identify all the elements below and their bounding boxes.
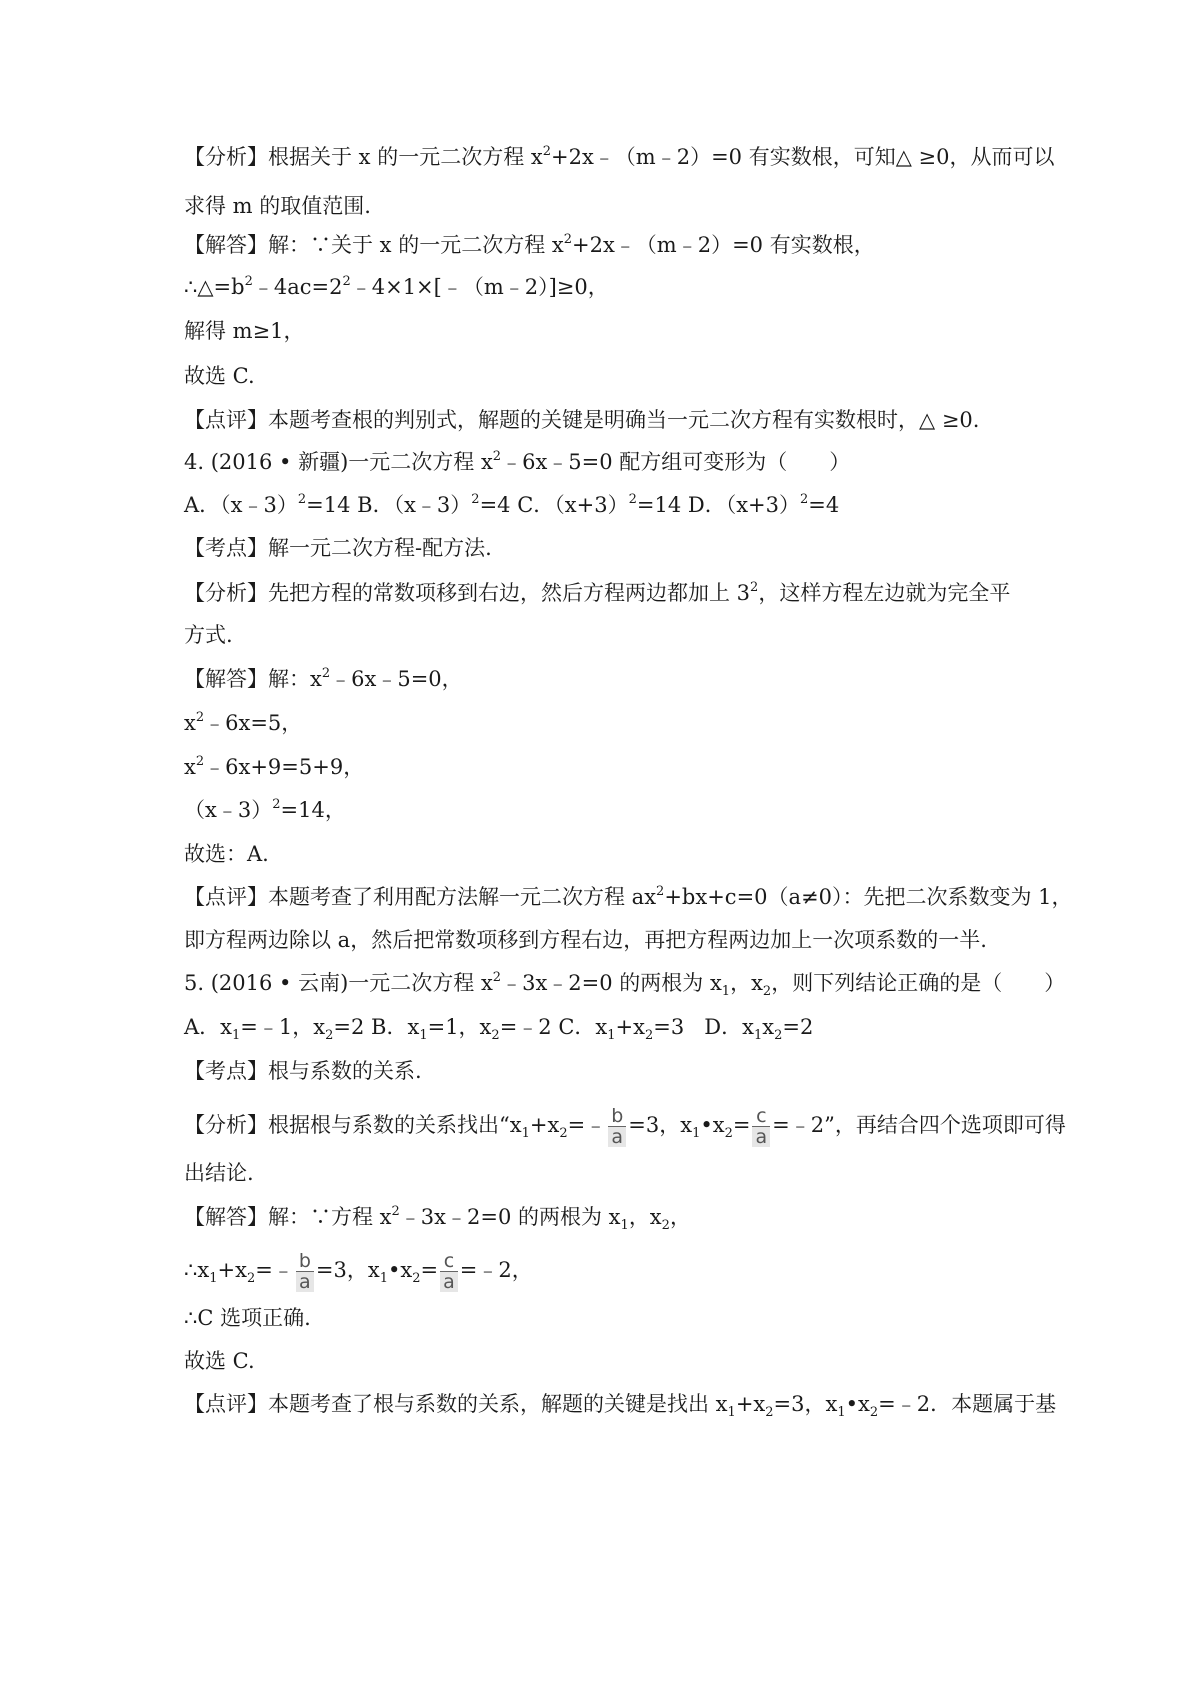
fraction-b-over-a: $\frac{b}{a}$ [608,1106,626,1147]
q4-point: 【考点】解一元二次方程-配方法. [184,536,492,560]
q5-step2: ∴C 选项正确. [184,1306,311,1330]
q4-answer: 【解答】解：$x^2﹣6x﹣5=0$， [184,666,463,691]
q5-step1: $\therefore x_1+x_2=﹣$ $\frac{b}{a}$ =3，$x_1•x_2=$ $\frac{c}{a}$ =﹣2， [184,1250,533,1293]
q4-analysis-cont: 方式. [184,623,233,647]
q4-comment: 【点评】本题考查了利用配方法解一元二次方程 $ax^2+bx+c=0(a\ne 0)$：先把二次系数变为 1， [184,884,1073,909]
q4-stem: 4. (2016 • 新疆)一元二次方程 $x^2﹣6x﹣5=0$ 配方组可变形为（ ） [184,449,851,474]
q4-step2: $x^2﹣6x+9=5+9$， [184,754,365,779]
q5-analysis-cont: 出结论. [184,1161,254,1185]
fraction-c-over-a: $\frac{c}{a}$ [440,1251,458,1292]
q5-answer: 【解答】解：∵方程 $x^2﹣3x﹣2=0$ 的两根为 $x_1$，$x_2$， [184,1204,691,1233]
q4-step1: $x^2﹣6x=5$， [184,710,303,735]
q3-step1: $\therefore\triangle=b^2﹣4ac=2^2﹣4\times 1\times[﹣(m﹣2)]\ge 0$， [184,274,609,299]
q3-step2: 解得 m≥1， [184,319,305,343]
q3-analysis: 【分析】根据关于 x 的一元二次方程 $x^2+2x﹣(m﹣2)=0$ 有实数根，可知△ ≥0，从而可以 [184,144,1055,169]
q5-point: 【考点】根与系数的关系. [184,1059,422,1083]
fraction-b-over-a: $\frac{b}{a}$ [296,1251,314,1292]
fraction-c-over-a: $\frac{c}{a}$ [752,1106,770,1147]
q4-choose: 故选：A. [184,842,269,866]
q3-analysis-cont: 求得 m 的取值范围. [184,194,371,218]
q4-step3: （x﹣3）$^2$=14， [184,797,346,822]
q3-comment: 【点评】本题考查根的判别式，解题的关键是明确当一元二次方程有实数根时，△ ≥0. [184,408,980,432]
q3-answer: 【解答】解：∵关于 x 的一元二次方程 $x^2+2x﹣(m﹣2)=0$ 有实数根， [184,232,875,257]
q4-options: A．（x﹣3）$^2$=14 B．（x﹣3）$^2$=4 C．$(x+3)^2=14$ D．$(x+3)^2=4$ [184,492,840,517]
q5-analysis: 【分析】根据根与系数的关系找出“$x_1+x_2=﹣$ $\frac{b}{a}$ =3，$x_1•x_2=$ $\frac{c}{a}$ =﹣2”，再结合四个选项即可得 [184,1105,1066,1148]
q5-choose: 故选 C. [184,1349,255,1373]
q5-stem: 5. (2016 • 云南)一元二次方程 $x^2﹣3x﹣2=0$ 的两根为 $x_1$，$x_2$，则下列结论正确的是（ ） [184,970,1066,999]
q5-options: A．$x_1=﹣1$，$x_2=2$ B．$x_1=1$，$x_2=﹣2$ C．$x_1+x_2=3$ D．$x_1x_2=2$ [184,1015,814,1043]
q5-comment: 【点评】本题考查了根与系数的关系，解题的关键是找出 $x_1+x_2=3$，$x_1•x_2=﹣2$．本题属于基 [184,1392,1057,1420]
q4-comment-cont: 即方程两边除以 a，然后把常数项移到方程右边，再把方程两边加上一次项系数的一半. [184,928,987,952]
q3-choose: 故选 C. [184,364,255,388]
q4-analysis: 【分析】先把方程的常数项移到右边，然后方程两边都加上 $3^2$，这样方程左边就为完全平 [184,580,1011,605]
